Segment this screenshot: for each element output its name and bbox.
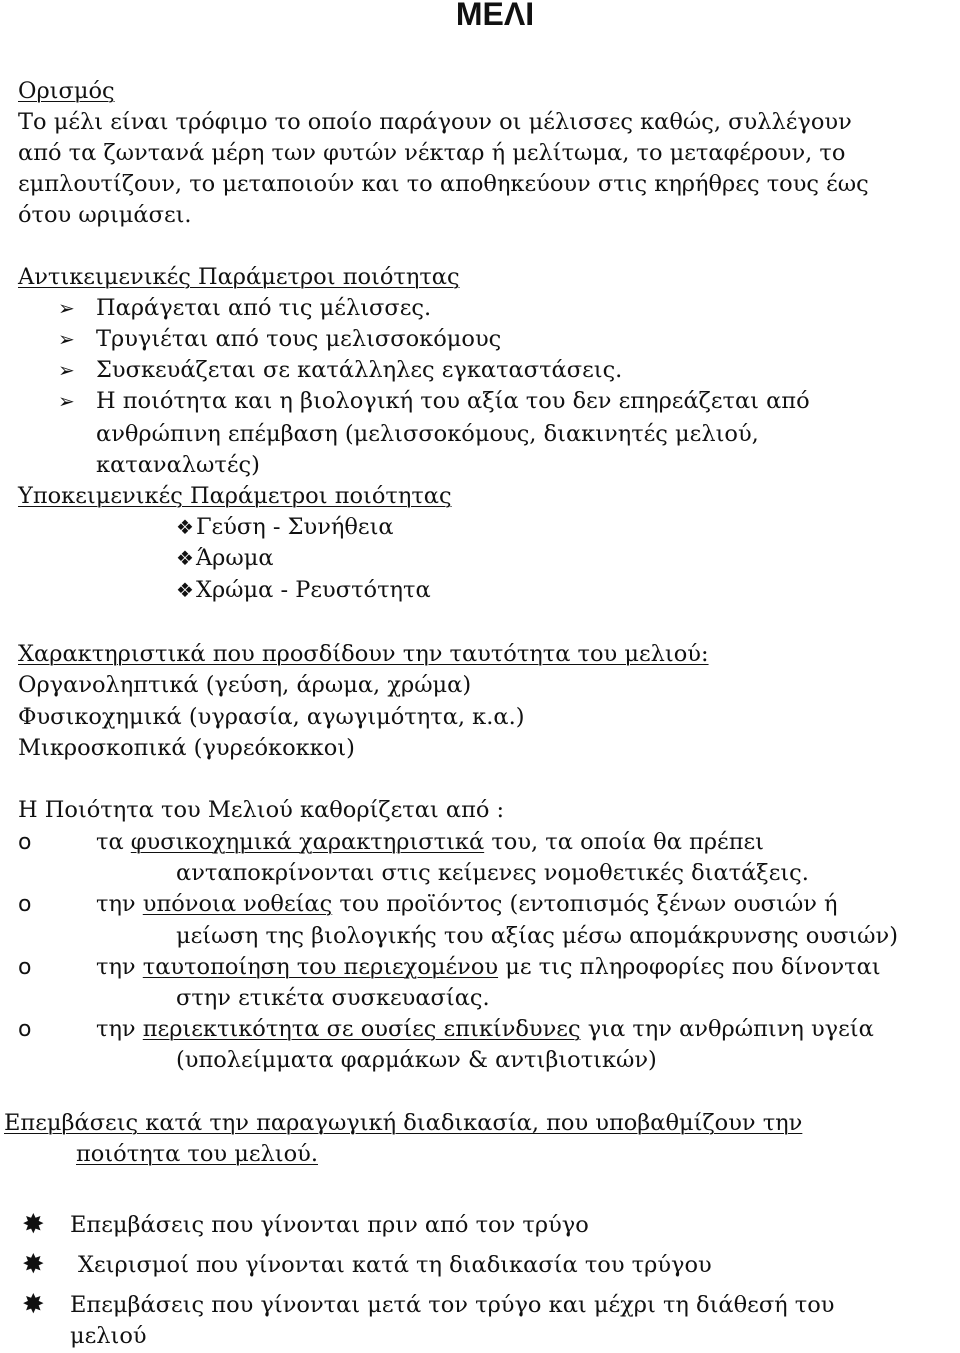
quality-item-key: υπόνοια νοθείας [142, 891, 333, 917]
arrow-bullet-icon: ➢ [58, 327, 75, 351]
quality-item-pre: τα [96, 829, 131, 855]
arrow-bullet-icon: ➢ [58, 296, 75, 320]
characteristics-line: Μικροσκοπικά (γυρεόκοκκοι) [18, 735, 355, 761]
quality-heading: Η Ποιότητα του Μελιού καθορίζεται από : [18, 797, 505, 823]
quality-item-post: με τις πληροφορίες που δίνονται [498, 954, 881, 980]
diamond-bullet-icon: ❖ [176, 578, 194, 602]
quality-item-key: περιεκτικότητα σε ουσίες επικίνδυνες [142, 1016, 581, 1042]
subjective-heading: Υποκειμενικές Παράμετροι ποιότητας [18, 483, 452, 509]
subjective-item-text: Γεύση - Συνήθεια [195, 514, 394, 540]
definition-line: Το μέλι είναι τρόφιμο το οποίο παράγουν οι μέλισσες καθώς, συλλέγουν [18, 109, 852, 135]
objective-item-cont: ανθρώπινη επέμβαση (μελισσοκόμους, διακινητές μελιού, [96, 421, 759, 447]
characteristics-heading: Χαρακτηριστικά που προσδίδουν την ταυτότητα του μελιού: [18, 641, 709, 667]
circle-bullet-icon: o [18, 892, 32, 917]
intervention-item-cont: μελιού [70, 1323, 147, 1349]
quality-item-cont: μείωση της βιολογικής του αξίας μέσω απομάκρυνσης ουσιών) [176, 923, 898, 949]
objective-item-text: Τρυγιέται από τους μελισσοκόμους [96, 326, 502, 352]
quality-item-post: του προϊόντος (εντοπισμός ξένων ουσιών ή [332, 891, 838, 917]
intervention-item-text: Επεμβάσεις που γίνονται μετά τον τρύγο και μέχρι τη διάθεσή του [70, 1292, 835, 1318]
interventions-heading-cont: ποιότητα του μελιού. [76, 1141, 318, 1167]
intervention-item-text: Επεμβάσεις που γίνονται πριν από τον τρύγο [70, 1212, 589, 1238]
subjective-item-text: Άρωμα [195, 545, 274, 571]
quality-item-cont: ανταποκρίνονται στις κείμενες νομοθετικές διατάξεις. [176, 860, 809, 886]
characteristics-line: Οργανοληπτικά (γεύση, άρωμα, χρώμα) [18, 672, 472, 698]
definition-heading: Ορισμός [18, 78, 115, 104]
objective-item-text: Συσκευάζεται σε κατάλληλες εγκαταστάσεις. [96, 357, 623, 383]
objective-item-cont: καταναλωτές) [96, 452, 260, 478]
definition-line: εμπλουτίζουν, το μεταποιούν και το αποθηκεύουν στις κηρήθρες τους έως [18, 171, 869, 197]
quality-item-pre: την [96, 1016, 143, 1042]
circle-bullet-icon: o [18, 955, 32, 980]
objective-item-text: Παράγεται από τις μέλισσες. [96, 295, 432, 321]
quality-item-cont: (υπολείμματα φαρμάκων & αντιβιοτικών) [176, 1047, 657, 1073]
quality-item-cont: στην ετικέτα συσκευασίας. [176, 985, 490, 1011]
diamond-bullet-icon: ❖ [176, 546, 194, 570]
diamond-bullet-icon: ❖ [176, 515, 194, 539]
intervention-item-text: Χειρισμοί που γίνονται κατά τη διαδικασία του τρύγου [78, 1252, 712, 1278]
quality-item-key: φυσικοχημικά χαρακτηριστικά [130, 829, 485, 855]
page-title: ΜΕΛΙ [455, 0, 535, 32]
subjective-item [176, 543, 274, 574]
objective-item-text: Η ποιότητα και η βιολογική του αξία του δεν επηρεάζεται από [96, 388, 810, 414]
characteristics-line: Φυσικοχημικά (υγρασία, αγωγιμότητα, κ.α.) [18, 704, 525, 730]
subjective-item-text: Χρώμα - Ρευστότητα [195, 577, 431, 603]
definition-line: από τα ζωντανά μέρη των φυτών νέκταρ ή μελίτωμα, το μεταφέρουν, το [18, 140, 846, 166]
arrow-bullet-icon: ➢ [58, 358, 75, 382]
quality-item-post: για την ανθρώπινη υγεία [580, 1016, 874, 1042]
interventions-heading: Επεμβάσεις κατά την παραγωγική διαδικασία, που υποβαθμίζουν την [4, 1110, 803, 1136]
subjective-item [176, 512, 394, 543]
quality-item-key: ταυτοποίηση του περιεχομένου [142, 954, 499, 980]
circle-bullet-icon: o [18, 1017, 32, 1042]
star-bullet-icon: ✸ [22, 1289, 45, 1320]
quality-item-pre: την [96, 891, 143, 917]
quality-item-pre: την [96, 954, 143, 980]
star-bullet-icon: ✸ [22, 1249, 45, 1280]
objective-heading: Αντικειμενικές Παράμετροι ποιότητας [18, 264, 460, 290]
star-bullet-icon: ✸ [22, 1209, 45, 1240]
circle-bullet-icon: o [18, 830, 32, 855]
subjective-item [176, 575, 431, 606]
quality-item-post: του, τα οποία θα πρέπει [484, 829, 764, 855]
definition-line: ότου ωριμάσει. [18, 202, 192, 228]
arrow-bullet-icon: ➢ [58, 389, 75, 413]
